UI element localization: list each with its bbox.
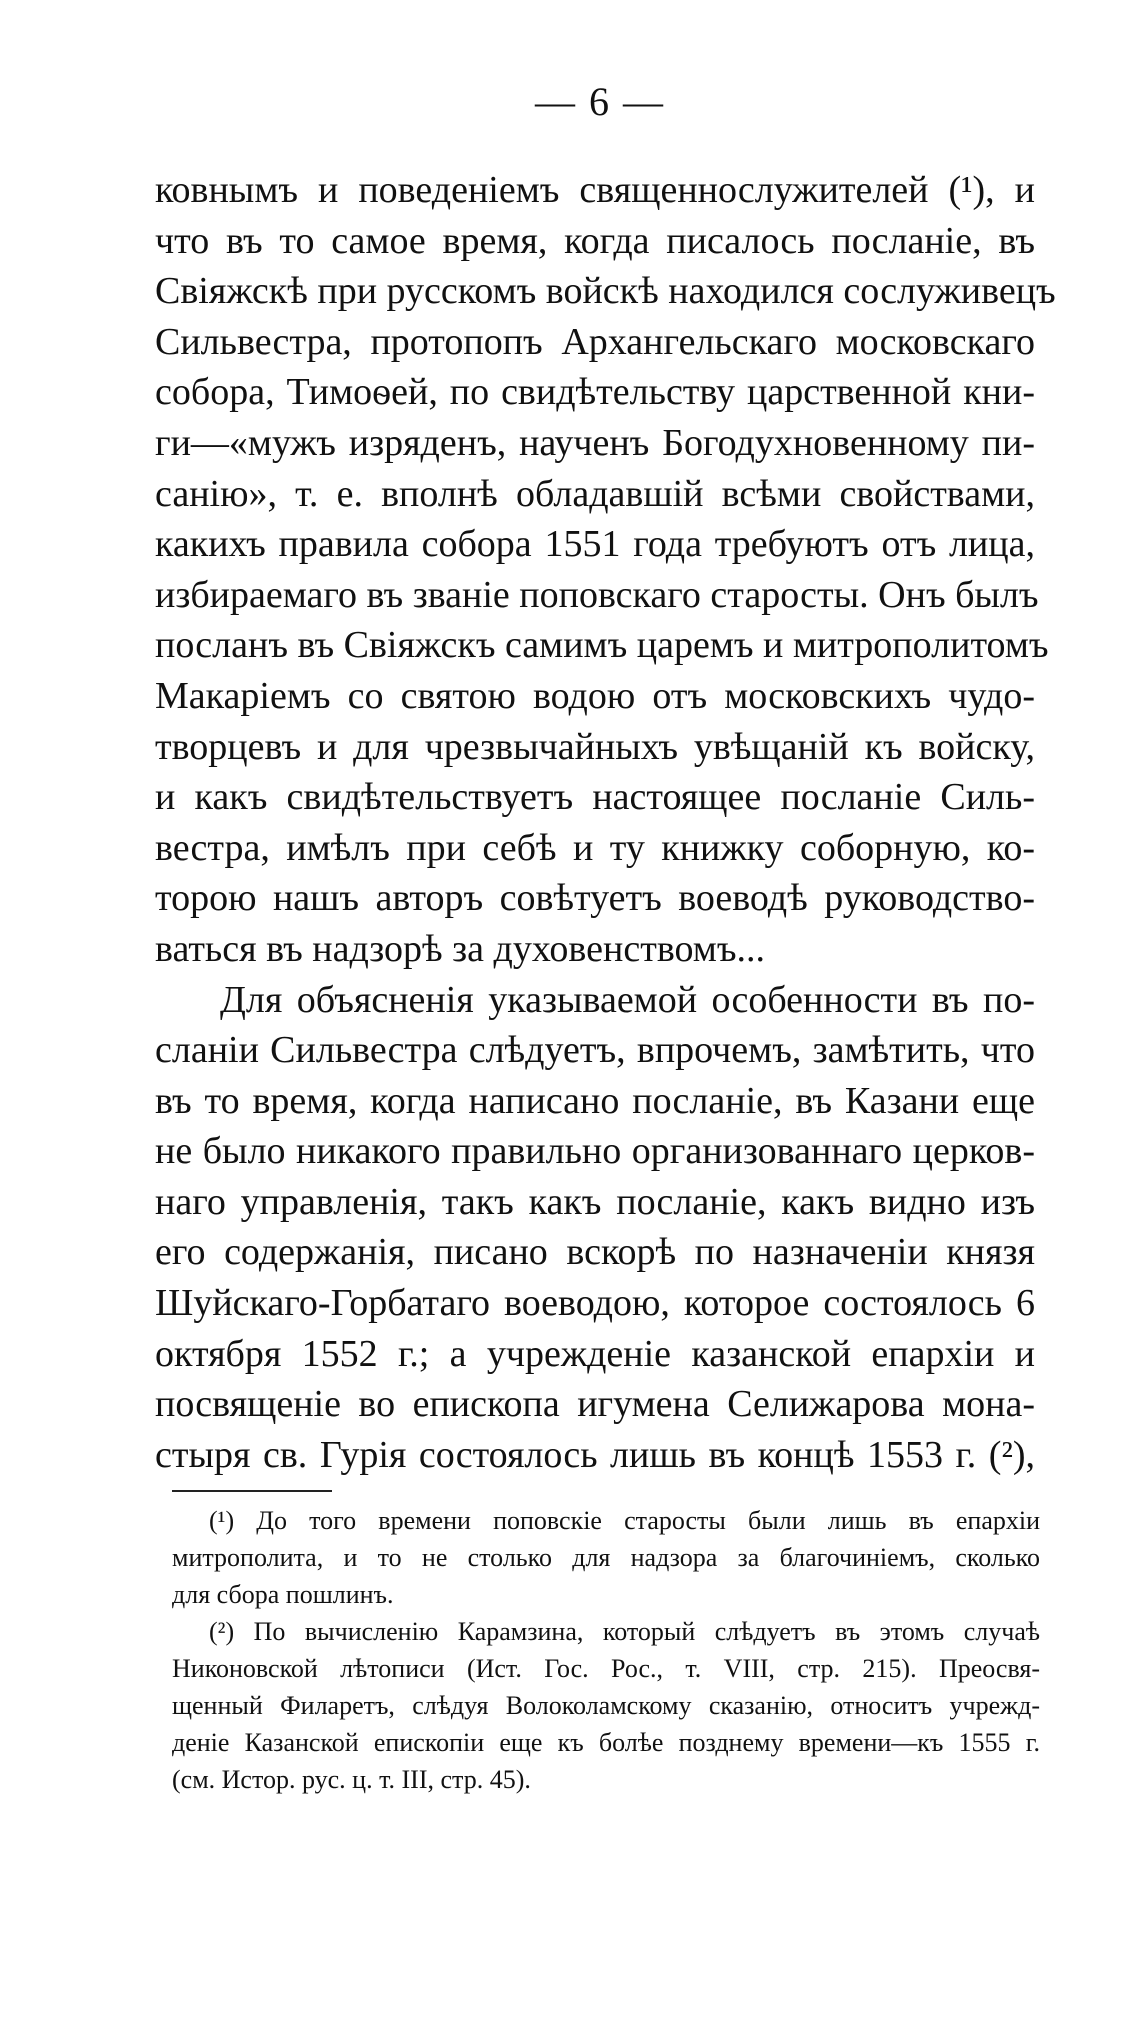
footnote-line: (²) По вычисленію Карамзина, который слѣдуетъ въ этомъ случаѣ [209,1617,1040,1646]
footnote-line: щенный Филаретъ, слѣдуя Волоколамскому сказанію, относитъ учрежд- [172,1691,1040,1720]
text-line: посланъ въ Свіяжскъ самимъ царемъ и митрополитомъ [155,624,1049,667]
text-line: наго управленія, такъ какъ посланіе, какъ видно изъ [155,1180,1035,1223]
text-line: не было никакого правильно организованнаго церков- [155,1130,1035,1173]
footnote-line: деніе Казанской епископіи еще къ болѣе позднему времени—къ 1555 г. [172,1728,1040,1757]
text-line: и какъ свидѣтельствуетъ настоящее посланіе Силь- [155,776,1035,819]
main-text [155,165,1056,1480]
footnote-line: (см. Истор. рус. ц. т. III, стр. 45). [172,1765,531,1794]
text-line: торою нашъ авторъ совѣтуетъ воеводѣ руководство- [155,877,1035,920]
text-line: ги—«мужъ изряденъ, наученъ Богодухновенному пи- [155,421,1035,464]
text-line: его содержанія, писано вскорѣ по назначеніи князя [155,1231,1035,1274]
footnote-line: Никоновской лѣтописи (Ист. Гос. Рос., т. VIII, стр. 215). Преосвя- [172,1654,1040,1683]
text-line: Свіяжскѣ при русскомъ войскѣ находился сослуживецъ [155,270,1056,313]
text-line: стыря св. Гурія состоялось лишь въ концѣ 1553 г. (²), [155,1433,1035,1476]
footnote-line: митрополита, и то не столько для надзора за благочиніемъ, сколько [172,1543,1040,1572]
text-line: творцевъ и для чрезвычайныхъ увѣщаній къ войску, [155,725,1035,768]
text-line: что въ то самое время, когда писалось посланіе, въ [155,219,1035,262]
text-line: собора, Тимоѳей, по свидѣтельству царственной кни- [155,371,1035,414]
text-line: въ то время, когда написано посланіе, въ Казани еще [155,1079,1035,1122]
footnote-line: для сбора пошлинъ. [172,1580,394,1609]
text-line: сланіи Сильвестра слѣдуетъ, впрочемъ, замѣтить, что [155,1029,1035,1072]
text-line: избираемаго въ званіе поповскаго старосты. Онъ былъ [155,573,1039,616]
footnote-line: (¹) До того времени поповскіе старосты были лишь въ епархіи [209,1506,1040,1535]
text-line: Макаріемъ со святою водою отъ московскихъ чудо- [155,674,1035,717]
text-line: ваться въ надзорѣ за духовенствомъ... [155,927,765,970]
footnotes [172,1502,1040,1798]
text-line: какихъ правила собора 1551 года требуютъ отъ лица, [155,523,1035,566]
text-line: вестра, имѣлъ при себѣ и ту книжку соборную, ко- [155,826,1035,869]
text-line: Сильвестра, протопопъ Архангельскаго московскаго [155,320,1035,363]
text-line: Шуйскаго-Горбатаго воеводою, которое состоялось 6 [155,1282,1035,1325]
text-line: посвященіе во епископа игумена Селижарова мона- [155,1383,1035,1426]
page-number: — 6 — [535,79,665,124]
text-line: санію», т. е. вполнѣ обладавшій всѣми свойствами, [155,472,1035,515]
text-line: октября 1552 г.; а учрежденіе казанской епархіи и [155,1332,1035,1375]
footnote-divider [172,1490,332,1492]
text-line: ковнымъ и поведеніемъ священнослужителей (¹), и [155,169,1035,211]
paragraph-start-line: Для объясненія указываемой особенности въ по- [220,978,1035,1021]
